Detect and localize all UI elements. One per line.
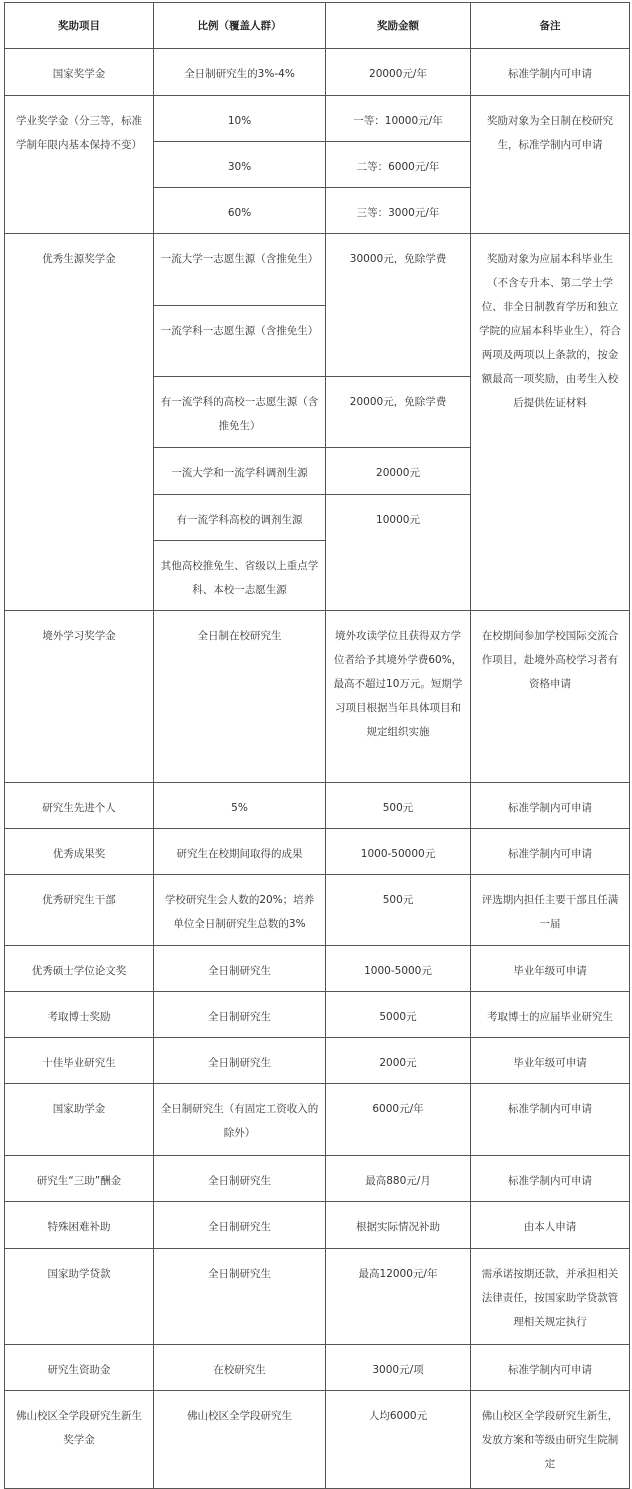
item-amount: 500元 <box>326 783 471 829</box>
item-name: 优秀生源奖学金 <box>5 234 154 611</box>
item-amount: 最高12000元/年 <box>326 1249 471 1345</box>
item-note: 佛山校区全学段研究生新生，发放方案和等级由研究生院制定 <box>471 1391 630 1489</box>
table-row <box>5 1156 630 1202</box>
item-note: 毕业年级可申请 <box>471 1038 630 1084</box>
item-ratio: 30% <box>154 142 326 188</box>
item-note: 奖励对象为全日制在校研究生，标准学制内可申请 <box>471 96 630 234</box>
table-row <box>5 829 630 875</box>
table-row <box>5 1345 630 1391</box>
table-row <box>5 234 630 306</box>
item-name: 优秀硕士学位论文奖 <box>5 946 154 992</box>
item-name: 研究生资助金 <box>5 1345 154 1391</box>
item-note: 评选期内担任主要干部且任满一届 <box>471 875 630 946</box>
table-row <box>5 49 630 96</box>
header-ratio: 比例（覆盖人群） <box>154 3 326 49</box>
item-ratio: 全日制研究生 <box>154 1249 326 1345</box>
item-ratio: 其他高校推免生、省级以上重点学科、本校一志愿生源 <box>154 541 326 611</box>
item-note: 标准学制内可申请 <box>471 1345 630 1391</box>
item-ratio: 全日制研究生 <box>154 992 326 1038</box>
item-ratio: 有一流学科的高校一志愿生源（含推免生） <box>154 377 326 448</box>
item-amount: 1000-5000元 <box>326 946 471 992</box>
item-name: 学业奖学金（分三等，标准学制年限内基本保持不变） <box>5 96 154 234</box>
item-ratio: 有一流学科高校的调剂生源 <box>154 495 326 541</box>
item-ratio: 全日制研究生（有固定工资收入的除外） <box>154 1084 326 1156</box>
item-ratio: 60% <box>154 188 326 234</box>
header-note: 备注 <box>471 3 630 49</box>
item-amount: 最高880元/月 <box>326 1156 471 1202</box>
item-note: 奖励对象为应届本科毕业生（不含专升本、第二学士学位、非全日制教育学历和独立学院的应届本科毕业生），符合两项及两项以上条款的，按金额最高一项奖励，由考生入校后提供佐证材料 <box>471 234 630 611</box>
item-note: 毕业年级可申请 <box>471 946 630 992</box>
header-amount: 奖励金额 <box>326 3 471 49</box>
item-name: 十佳毕业研究生 <box>5 1038 154 1084</box>
item-amount: 10000元 <box>326 495 471 611</box>
item-note: 标准学制内可申请 <box>471 829 630 875</box>
item-ratio: 一流学科一志愿生源（含推免生） <box>154 306 326 377</box>
item-ratio: 全日制研究生 <box>154 1038 326 1084</box>
header-item: 奖助项目 <box>5 3 154 49</box>
table-row <box>5 1084 630 1156</box>
table-row <box>5 875 630 946</box>
table-row <box>5 1249 630 1345</box>
item-note: 标准学制内可申请 <box>471 1084 630 1156</box>
item-ratio: 在校研究生 <box>154 1345 326 1391</box>
item-amount: 20000元，免除学费 <box>326 377 471 448</box>
item-ratio: 5% <box>154 783 326 829</box>
item-name: 优秀研究生干部 <box>5 875 154 946</box>
item-amount: 20000元 <box>326 448 471 495</box>
item-name: 国家助学贷款 <box>5 1249 154 1345</box>
item-name: 国家助学金 <box>5 1084 154 1156</box>
table-row <box>5 96 630 142</box>
item-ratio: 全日制研究生 <box>154 1202 326 1249</box>
item-name: 佛山校区全学段研究生新生奖学金 <box>5 1391 154 1489</box>
item-ratio: 全日制研究生 <box>154 1156 326 1202</box>
table-row <box>5 992 630 1038</box>
item-note: 考取博士的应届毕业研究生 <box>471 992 630 1038</box>
table-row <box>5 783 630 829</box>
item-name: 考取博士奖励 <box>5 992 154 1038</box>
item-amount: 三等：3000元/年 <box>326 188 471 234</box>
item-name: 优秀成果奖 <box>5 829 154 875</box>
item-amount: 二等：6000元/年 <box>326 142 471 188</box>
scholarship-table <box>4 2 630 1489</box>
table-row <box>5 1038 630 1084</box>
item-amount: 根据实际情况补助 <box>326 1202 471 1249</box>
item-note: 标准学制内可申请 <box>471 49 630 96</box>
item-ratio: 10% <box>154 96 326 142</box>
item-note: 在校期间参加学校国际交流合作项目，赴境外高校学习者有资格申请 <box>471 611 630 783</box>
table-row <box>5 611 630 783</box>
item-ratio: 研究生在校期间取得的成果 <box>154 829 326 875</box>
item-note: 需承诺按期还款，并承担相关法律责任，按国家助学贷款管理相关规定执行 <box>471 1249 630 1345</box>
item-name: 国家奖学金 <box>5 49 154 96</box>
item-amount: 5000元 <box>326 992 471 1038</box>
item-ratio: 全日制在校研究生 <box>154 611 326 783</box>
item-name: 特殊困难补助 <box>5 1202 154 1249</box>
item-amount: 30000元，免除学费 <box>326 234 471 377</box>
item-ratio: 佛山校区全学段研究生 <box>154 1391 326 1489</box>
item-amount: 6000元/年 <box>326 1084 471 1156</box>
item-ratio: 学校研究生会人数的20%；培养单位全日制研究生总数的3% <box>154 875 326 946</box>
item-ratio: 一流大学和一流学科调剂生源 <box>154 448 326 495</box>
table-row <box>5 1391 630 1489</box>
table-header-row <box>5 3 630 49</box>
table-row <box>5 946 630 992</box>
item-amount: 境外攻读学位且获得双方学位者给予其境外学费60%，最高不超过10万元。短期学习项目根据当年具体项目和规定组织实施 <box>326 611 471 783</box>
item-amount: 人均6000元 <box>326 1391 471 1489</box>
item-note: 由本人申请 <box>471 1202 630 1249</box>
item-amount: 3000元/项 <box>326 1345 471 1391</box>
item-amount: 一等：10000元/年 <box>326 96 471 142</box>
item-note: 标准学制内可申请 <box>471 1156 630 1202</box>
item-ratio: 全日制研究生的3%-4% <box>154 49 326 96</box>
item-ratio: 全日制研究生 <box>154 946 326 992</box>
table-row <box>5 1202 630 1249</box>
item-name: 境外学习奖学金 <box>5 611 154 783</box>
item-ratio: 一流大学一志愿生源（含推免生） <box>154 234 326 306</box>
item-name: 研究生先进个人 <box>5 783 154 829</box>
item-amount: 2000元 <box>326 1038 471 1084</box>
item-note: 标准学制内可申请 <box>471 783 630 829</box>
item-amount: 1000-50000元 <box>326 829 471 875</box>
item-name: 研究生“三助”酬金 <box>5 1156 154 1202</box>
item-amount: 20000元/年 <box>326 49 471 96</box>
item-amount: 500元 <box>326 875 471 946</box>
